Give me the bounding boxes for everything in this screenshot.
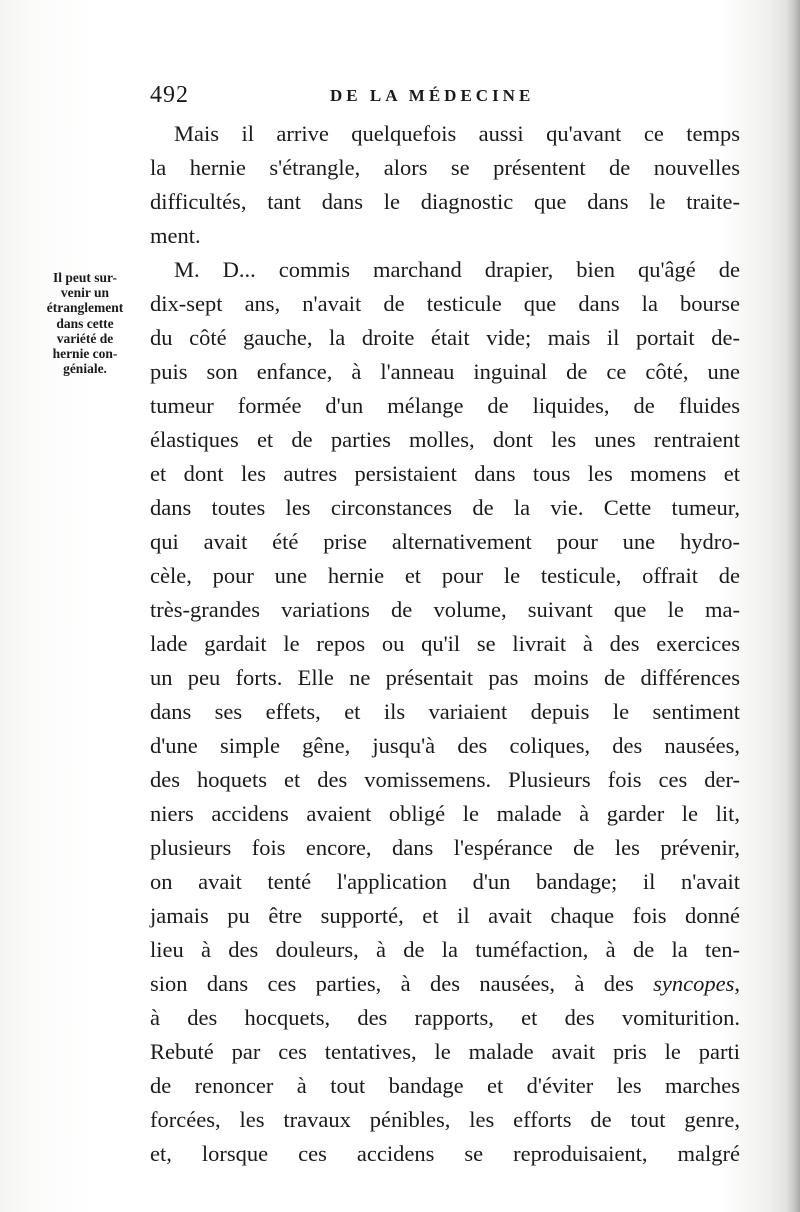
text-line: forcées, les travaux pénibles, les efforts de tout genre, bbox=[150, 1107, 740, 1132]
text-line: tumeur formée d'un mélange de liquides, de fluides bbox=[150, 393, 740, 418]
text-line: la hernie s'étrangle, alors se présentent de nouvelles bbox=[150, 155, 740, 180]
margin-note-line: variété de bbox=[56, 330, 114, 346]
text-segment: , bbox=[734, 971, 740, 996]
text-line: dans ses effets, et ils variaient depuis le sentiment bbox=[150, 699, 740, 724]
text-line: de renoncer à tout bandage et d'éviter les marches bbox=[150, 1073, 740, 1098]
margin-note-line: étranglement bbox=[46, 300, 124, 316]
margin-note-line: géniale. bbox=[63, 361, 107, 377]
text-line: dans toutes les circonstances de la vie. Cette tumeur, bbox=[150, 495, 740, 520]
text-line: on avait tenté l'application d'un bandage; il n'avait bbox=[150, 869, 740, 894]
text-line: plusieurs fois encore, dans l'espérance de les prévenir, bbox=[150, 835, 740, 860]
text-line: très-grandes variations de volume, suivant que le ma- bbox=[150, 597, 740, 622]
page-number: 492 bbox=[150, 82, 189, 108]
text-line: d'une simple gêne, jusqu'à des coliques, des nausées, bbox=[150, 733, 740, 758]
margin-note-line: Il peut sur- bbox=[52, 270, 117, 285]
text-line: un peu forts. Elle ne présentait pas moins de différences bbox=[150, 665, 740, 690]
running-title: DE LA MÉDECINE bbox=[330, 86, 535, 105]
text-line: Rebuté par ces tentatives, le malade avait pris le parti bbox=[150, 1039, 740, 1064]
margin-note-line: hernie con- bbox=[52, 346, 118, 362]
margin-note-line: dans cette bbox=[56, 315, 114, 331]
text-segment: sion dans ces parties, à des nausées, à des bbox=[150, 971, 634, 996]
body-text bbox=[150, 117, 740, 1171]
text-line: jamais pu être supporté, et il avait chaque fois donné bbox=[150, 903, 740, 928]
text-line: qui avait été prise alternativement pour une hydro- bbox=[150, 529, 740, 554]
text-line: difficultés, tant dans le diagnostic que dans le traite- bbox=[150, 189, 740, 214]
text-line: du côté gauche, la droite était vide; mais il portait de- bbox=[150, 325, 740, 350]
text-line: élastiques et de parties molles, dont les unes rentraient bbox=[150, 427, 740, 452]
margin-note-line: venir un bbox=[60, 285, 110, 301]
text-line: puis son enfance, à l'anneau inguinal de ce côté, une bbox=[150, 359, 740, 384]
italic-word: syncopes bbox=[653, 971, 735, 996]
text-line: lieu à des douleurs, à de la tuméfaction, à de la ten- bbox=[150, 937, 740, 962]
text-line: et, lorsque ces accidens se reproduisaient, malgré bbox=[150, 1141, 740, 1166]
text-line: lade gardait le repos ou qu'il se livrait à des exercices bbox=[150, 631, 740, 656]
text-line: dix-sept ans, n'avait de testicule que dans la bourse bbox=[150, 291, 740, 316]
text-line: à des hocquets, des rapports, et des vomiturition. bbox=[150, 1005, 740, 1030]
text-line: ment. bbox=[150, 223, 201, 248]
text-line: M. D... commis marchand drapier, bien qu'âgé de bbox=[174, 257, 740, 282]
text-line: niers accidens avaient obligé le malade à garder le lit, bbox=[150, 801, 740, 826]
margin-note bbox=[30, 270, 140, 376]
text-line: Mais il arrive quelquefois aussi qu'avant ce temps bbox=[174, 121, 740, 146]
text-line: et dont les autres persistaient dans tous les momens et bbox=[150, 461, 740, 486]
text-line: cèle, pour une hernie et pour le testicule, offrait de bbox=[150, 563, 740, 588]
text-line-with-italic bbox=[150, 967, 740, 1001]
page-edge-shadow bbox=[786, 0, 800, 1212]
text-line: des hoquets et des vomissemens. Plusieurs fois ces der- bbox=[150, 767, 740, 792]
